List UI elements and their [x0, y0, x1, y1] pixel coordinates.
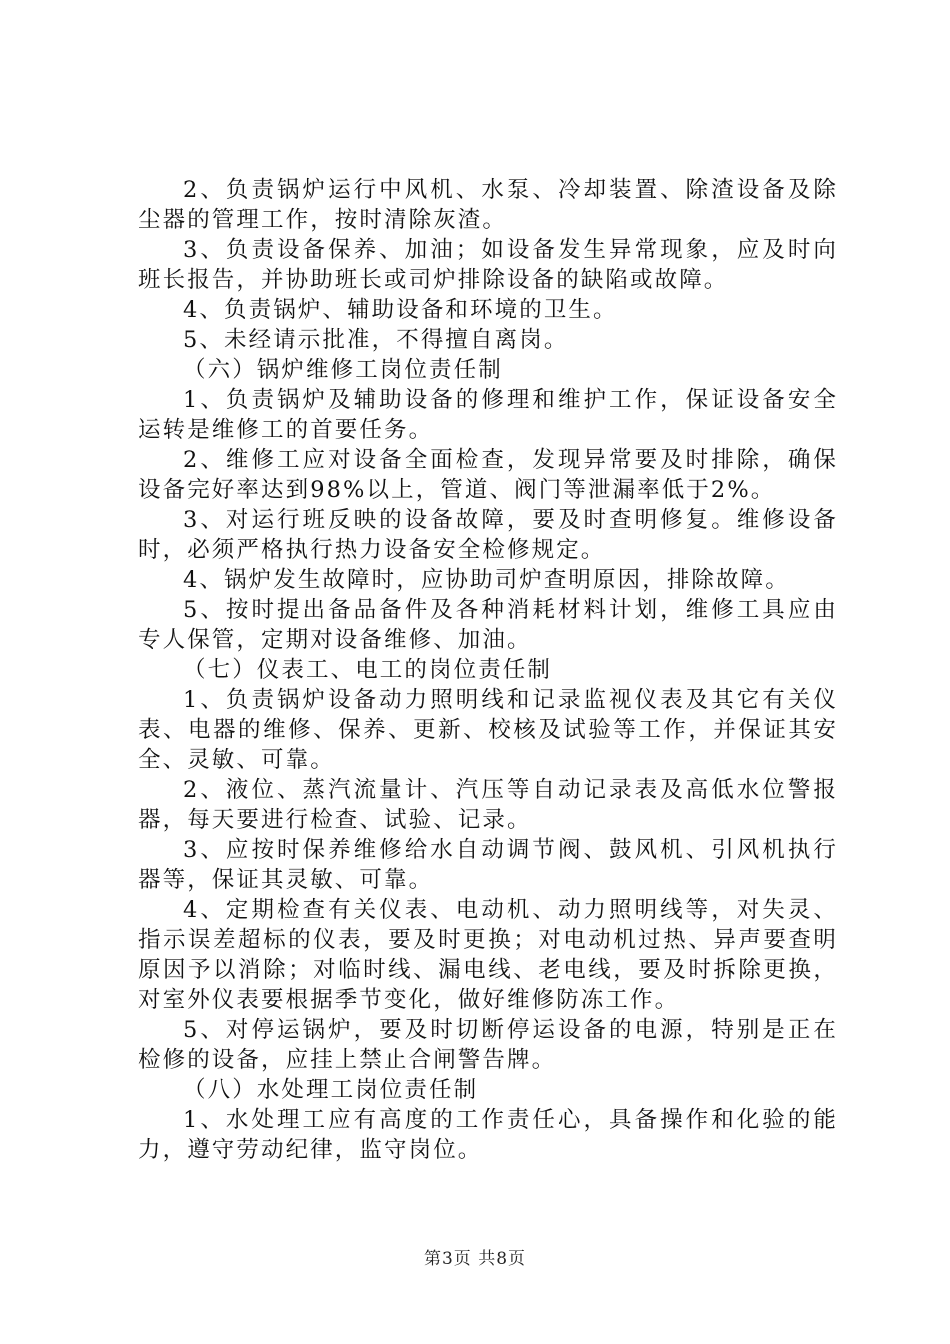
paragraph-boiler-duty-4: 4、负责锅炉、辅助设备和环境的卫生。: [183, 297, 618, 323]
paragraph-maintenance-5: 5、按时提出备品备件及各种消耗材料计划，维修工具应由专人保管，定期对设备维修、加油。: [138, 597, 838, 653]
paragraph-maintenance-3: 3、对运行班反映的设备故障，要及时查明修复。维修设备时，必须严格执行热力设备安全检修规定。: [138, 507, 838, 563]
document-body: [138, 175, 838, 1165]
paragraph-instrument-2: 2、液位、蒸汽流量计、汽压等自动记录表及高低水位警报器，每天要进行检查、试验、记录。: [138, 777, 838, 833]
section-heading-maintenance: （六）锅炉维修工岗位责任制: [183, 357, 503, 383]
paragraph-boiler-duty-2: 2、负责锅炉运行中风机、水泵、冷却装置、除渣设备及除尘器的管理工作，按时清除灰渣。: [138, 177, 838, 233]
paragraph-boiler-duty-5: 5、未经请示批准，不得擅自离岗。: [183, 327, 569, 353]
paragraph-water-treatment-1: 1、水处理工应有高度的工作责任心，具备操作和化验的能力，遵守劳动纪律，监守岗位。: [138, 1107, 838, 1163]
page-number-footer: 第3页 共8页: [423, 1249, 527, 1269]
paragraph-instrument-5: 5、对停运锅炉，要及时切断停运设备的电源，特别是正在检修的设备，应挂上禁止合闸警告牌。: [138, 1017, 838, 1073]
section-heading-water-treatment: （八）水处理工岗位责任制: [183, 1077, 479, 1103]
paragraph-boiler-duty-3: 3、负责设备保养、加油；如设备发生异常现象，应及时向班长报告，并协助班长或司炉排除设备的缺陷或故障。: [138, 237, 838, 293]
section-heading-instrument-electrician: （七）仪表工、电工的岗位责任制: [183, 657, 553, 683]
paragraph-maintenance-2: 2、维修工应对设备全面检查，发现异常要及时排除，确保设备完好率达到98%以上，管道、阀门等泄漏率低于2%。: [138, 447, 838, 503]
paragraph-instrument-4: 4、定期检查有关仪表、电动机、动力照明线等，对失灵、指示误差超标的仪表，要及时更换；对电动机过热、异声要查明原因予以消除；对临时线、漏电线、老电线，要及时拆除更换，对室外仪表要根据季节变化，做好维修防冻工作。: [138, 897, 838, 1013]
paragraph-instrument-1: 1、负责锅炉设备动力照明线和记录监视仪表及其它有关仪表、电器的维修、保养、更新、校核及试验等工作，并保证其安全、灵敏、可靠。: [138, 687, 838, 773]
paragraph-instrument-3: 3、应按时保养维修给水自动调节阀、鼓风机、引风机执行器等，保证其灵敏、可靠。: [138, 837, 838, 893]
paragraph-maintenance-4: 4、锅炉发生故障时，应协助司炉查明原因，排除故障。: [183, 567, 790, 593]
paragraph-maintenance-1: 1、负责锅炉及辅助设备的修理和维护工作，保证设备安全运转是维修工的首要任务。: [138, 387, 838, 443]
